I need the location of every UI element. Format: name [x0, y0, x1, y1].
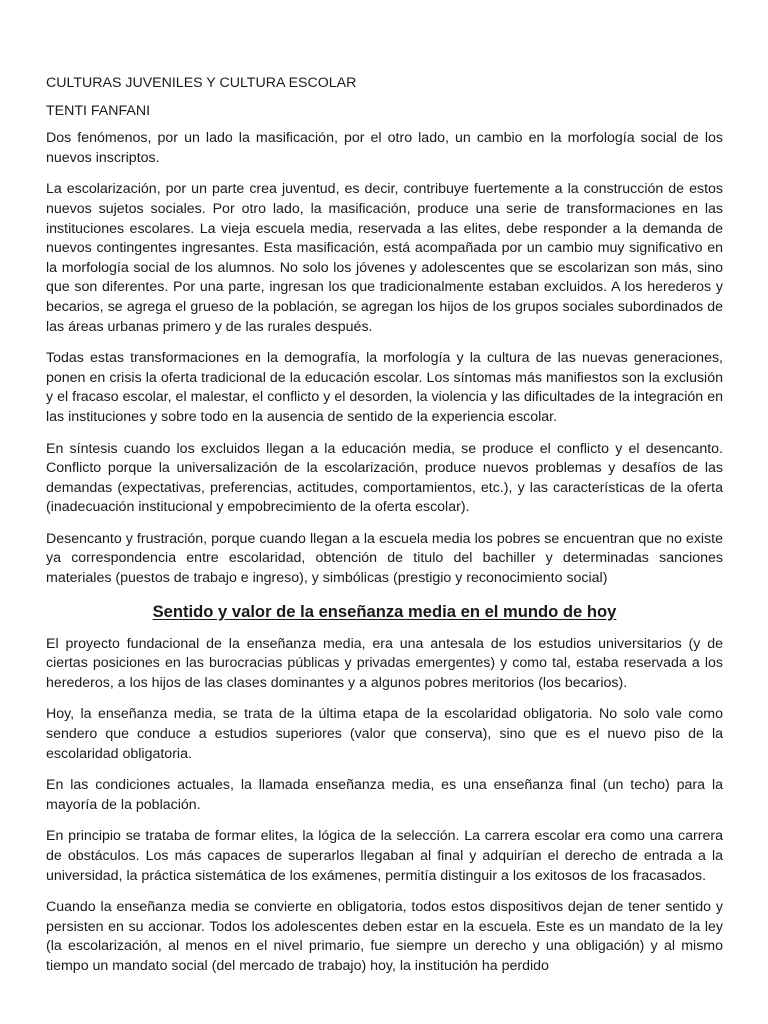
paragraph: Hoy, la enseñanza media, se trata de la última etapa de la escolaridad obligatoria. No solo vale como sendero que conduce a estudios superiores (valor que conserva), sino que es el nuevo piso de la escolaridad obligatoria. — [46, 706, 723, 762]
section-heading: Sentido y valor de la enseñanza media en el mundo de hoy — [152, 601, 617, 621]
document-title: CULTURAS JUVENILES Y CULTURA ESCOLAR — [46, 75, 357, 91]
paragraph: La escolarización, por un parte crea juventud, es decir, contribuye fuertemente a la construcción de estos nuevos sujetos sociales. Por otro lado, la masificación, produce una serie de transformaciones en las instituciones escolares. La vieja escuela media, reservada a las elites, debe responder a la demanda de nuevos contingentes ingresantes. Esta masificación, está acompañada por un cambio muy significativo en la morfología social de los alumnos. No solo los jóvenes y adolescentes que se escolarizan son más, sino que son diferentes. Por una parte, ingresan los que tradicionalmente estaban excluidos. A los herederos y becarios, se agrega el grueso de la población, se agregan los hijos de los grupos sociales subordinados de las áreas urbanas primero y de las rurales después. — [46, 181, 723, 335]
paragraph: En síntesis cuando los excluidos llegan a la educación media, se produce el conflicto y el desencanto. Conflicto porque la universalización de la escolarización, produce nuevos problemas y desafíos de las demandas (expectativas, preferencias, actitudes, comportamientos, etc.), y las características de la oferta (inadecuación institucional y empobrecimiento de la oferta escolar). — [46, 440, 723, 516]
paragraph: Todas estas transformaciones en la demografía, la morfología y la cultura de las nuevas generaciones, ponen en crisis la oferta tradicional de la educación escolar. Los síntomas más manifiestos son la exclusión y el fracaso escolar, el malestar, el conflicto y el desorden, la violencia y las dificultades de la integración en las instituciones y sobre todo en la ausencia de sentido de la experiencia escolar. — [46, 350, 723, 425]
paragraph: El proyecto fundacional de la enseñanza media, era una antesala de los estudios universitarios (y de ciertas posiciones en las burocracias públicas y privadas emergentes) y como tal, estaba reservada a los herederos, a los hijos de las clases dominantes y a algunos pobres meritorios (los becarios). — [46, 635, 723, 691]
paragraph: Cuando la enseñanza media se convierte en obligatoria, todos estos dispositivos dejan de tener sentido y persisten en su accionar. Todos los adolescentes deben estar en la escuela. Este es un mandato de la ley (la escolarización, al menos en el nivel primario, fue siempre un derecho y una obligación) y al mismo tiempo un mandato social (del mercado de trabajo) hoy, la institución ha perdido — [46, 899, 723, 974]
paragraph: En las condiciones actuales, la llamada enseñanza media, es una enseñanza final (un techo) para la mayoría de la población. — [46, 777, 723, 813]
document-author: TENTI FANFANI — [46, 102, 151, 119]
paragraph: En principio se trataba de formar elites, la lógica de la selección. La carrera escolar era como una carrera de obstáculos. Los más capaces de superarlos llegaban al final y adquirían el derecho de entrada a la universidad, la práctica sistemática de los exámenes, permitía distinguir a los exitosos de los fracasados. — [46, 828, 723, 884]
paragraph: Desencanto y frustración, porque cuando llegan a la escuela media los pobres se encuentran que no existe ya correspondencia entre escolaridad, obtención de titulo del bachiller y determinadas sanciones materiales (puestos de trabajo e ingreso), y simbólicas (prestigio y reconocimiento social) — [46, 530, 723, 587]
document-page — [46, 74, 723, 989]
paragraph: Dos fenómenos, por un lado la masificación, por el otro lado, un cambio en la morfología social de los nuevos inscriptos. — [46, 130, 723, 166]
